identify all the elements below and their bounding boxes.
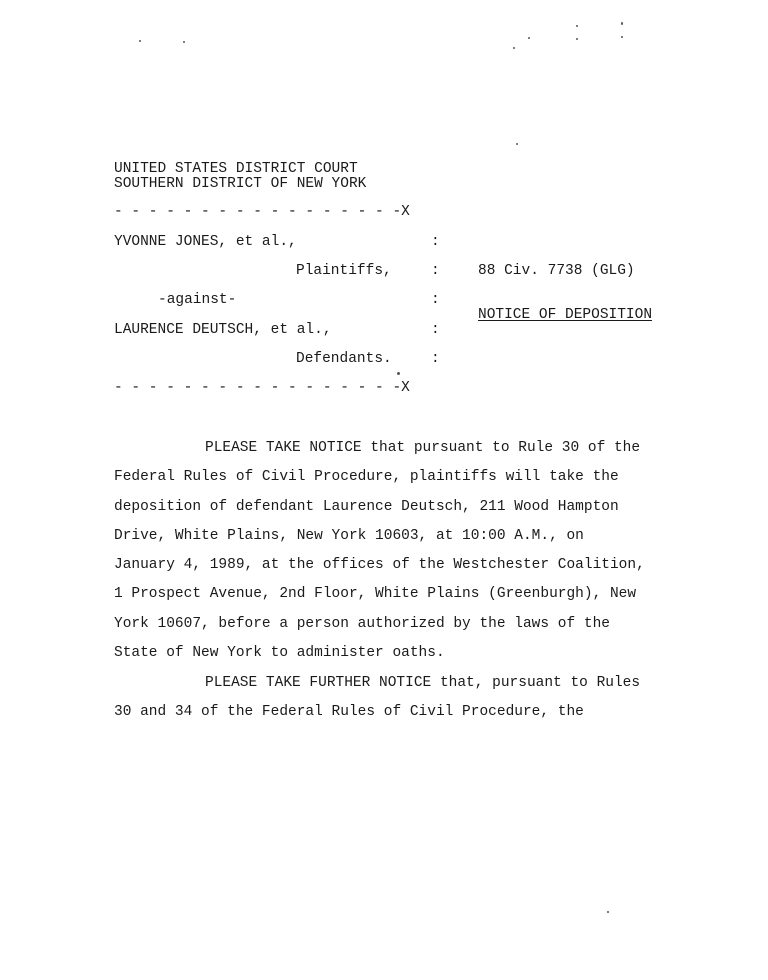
- paragraph-line: State of New York to administer oaths.: [114, 645, 445, 661]
- paragraph-line: 30 and 34 of the Federal Rules of Civil Procedure, the: [114, 704, 584, 720]
- caption-divider-top: - - - - - - - - - - - - - - - - -X: [114, 204, 410, 220]
- scan-speck: [139, 40, 141, 42]
- defendant-role: Defendants.: [296, 351, 392, 367]
- scan-speck: [621, 36, 623, 38]
- paragraph-line: PLEASE TAKE NOTICE that pursuant to Rule 30 of the: [205, 440, 641, 456]
- scan-speck: [397, 372, 400, 375]
- caption-colon: :: [431, 234, 440, 250]
- case-number: 88 Civ. 7738 (GLG): [478, 263, 635, 279]
- court-district: SOUTHERN DISTRICT OF NEW YORK: [114, 176, 367, 192]
- paragraph-line: PLEASE TAKE FURTHER NOTICE that, pursuant to Rules: [205, 675, 641, 691]
- scan-speck: [576, 38, 578, 40]
- paragraph-line: York 10607, before a person authorized by the laws of the: [114, 616, 610, 632]
- paragraph-line: Federal Rules of Civil Procedure, plaintiffs will take the: [114, 469, 619, 485]
- document-title: NOTICE OF DEPOSITION: [478, 307, 653, 323]
- court-name: UNITED STATES DISTRICT COURT: [114, 161, 358, 177]
- scan-speck: [576, 25, 578, 27]
- paragraph-line: Drive, White Plains, New York 10603, at 10:00 A.M., on: [114, 528, 584, 544]
- plaintiff-role: Plaintiffs,: [296, 263, 392, 279]
- scan-speck: [528, 37, 530, 39]
- caption-colon: :: [431, 351, 440, 367]
- scan-speck: [621, 22, 623, 25]
- caption-colon: :: [431, 292, 440, 308]
- scan-speck: [516, 143, 518, 145]
- scan-speck: [183, 41, 185, 43]
- plaintiff-name: YVONNE JONES, et al.,: [114, 234, 297, 250]
- against-label: -against-: [158, 292, 237, 308]
- defendant-name: LAURENCE DEUTSCH, et al.,: [114, 322, 332, 338]
- paragraph-line: January 4, 1989, at the offices of the Westchester Coalition,: [114, 557, 645, 573]
- scan-speck: [513, 47, 515, 49]
- scan-speck: [607, 911, 609, 913]
- caption-divider-bottom: - - - - - - - - - - - - - - - - -X: [114, 380, 410, 396]
- paragraph-line: 1 Prospect Avenue, 2nd Floor, White Plains (Greenburgh), New: [114, 586, 637, 602]
- paragraph-line: deposition of defendant Laurence Deutsch, 211 Wood Hampton: [114, 499, 619, 515]
- caption-colon: :: [431, 322, 440, 338]
- caption-colon: :: [431, 263, 440, 279]
